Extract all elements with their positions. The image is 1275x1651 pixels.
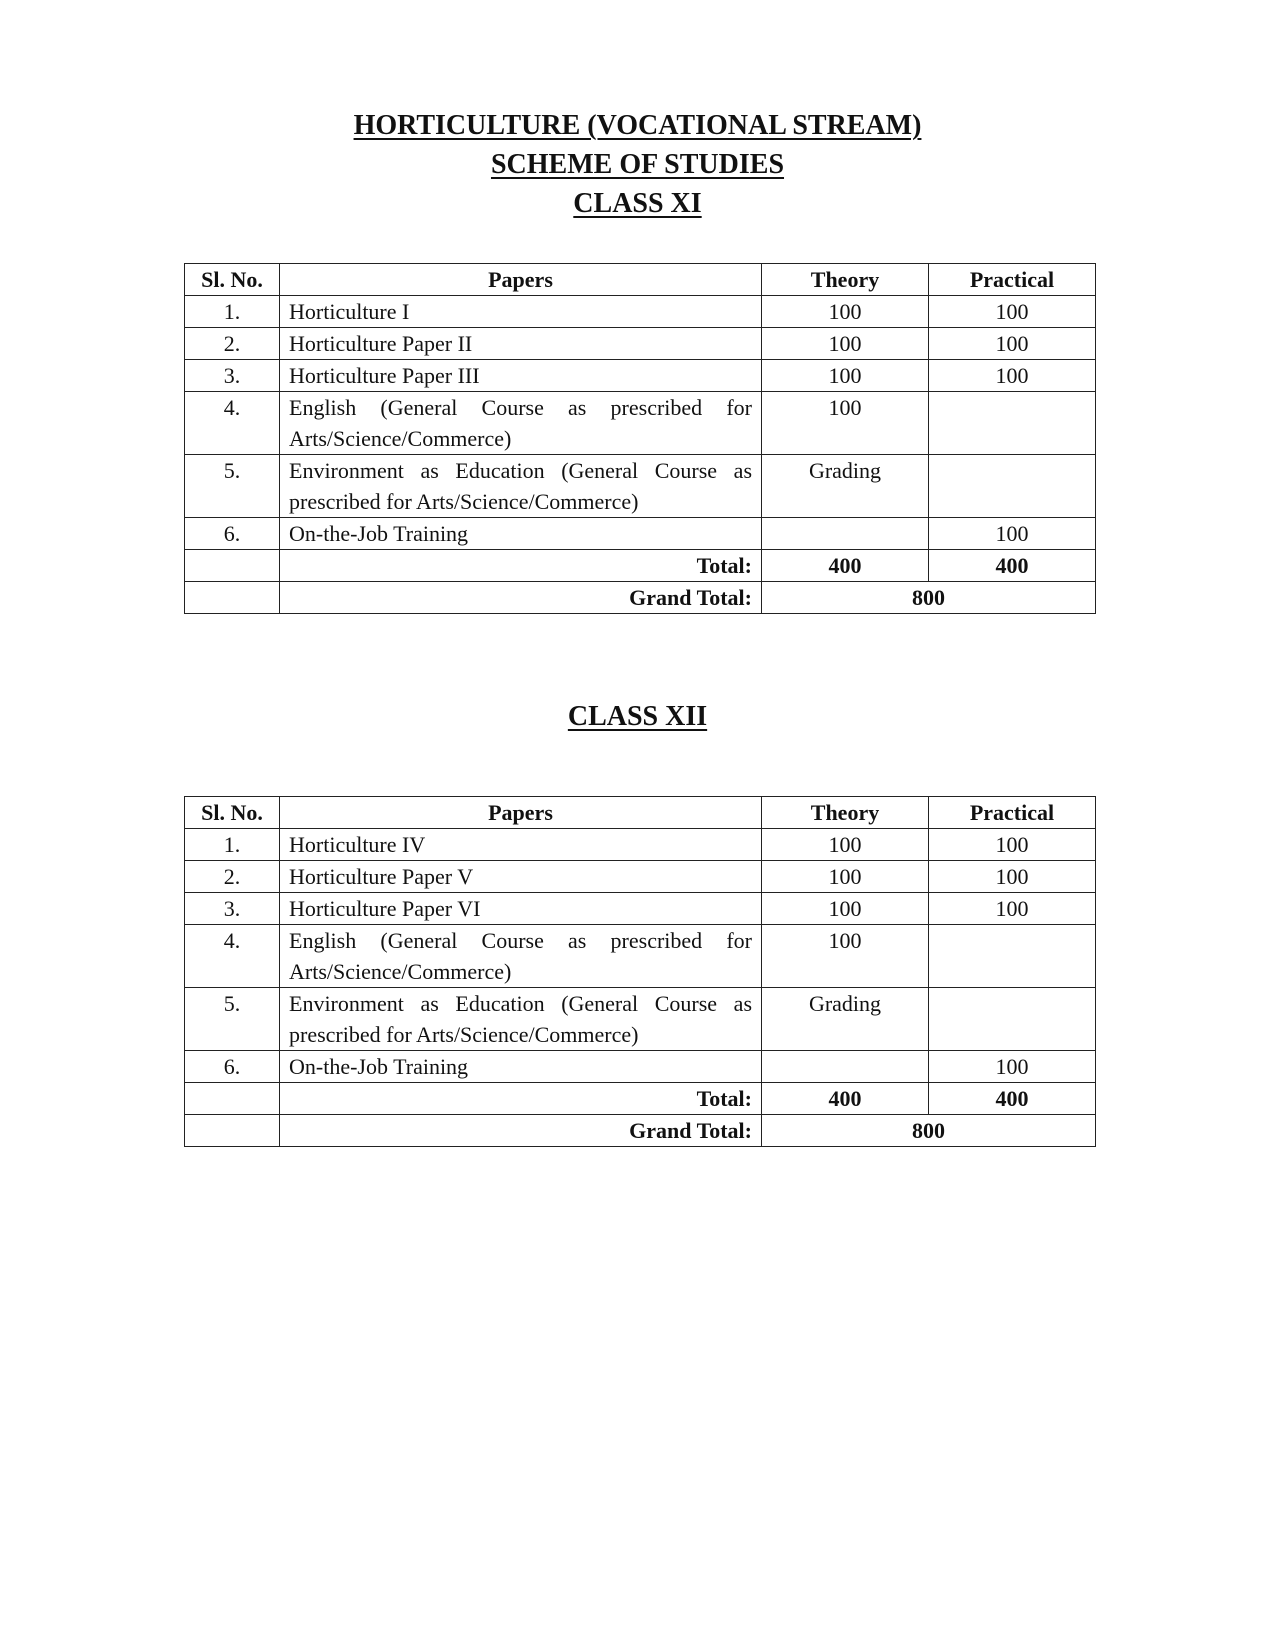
row-practical: 100 (929, 328, 1096, 360)
document-title: HORTICULTURE (VOCATIONAL STREAM) (353, 110, 922, 141)
table-row (185, 518, 1096, 550)
total-sl-empty (185, 1083, 280, 1115)
grand-total-row (185, 1115, 1096, 1147)
row-paper: On-the-Job Training (280, 518, 762, 550)
row-paper: English (General Course as prescribed for Arts/Science/Commerce) (280, 392, 762, 455)
grand-total-row (185, 582, 1096, 614)
row-sl: 4. (185, 925, 280, 988)
table-row (185, 455, 1096, 518)
grand-total-value: 800 (762, 582, 1096, 614)
row-theory: 100 (762, 392, 929, 455)
row-sl: 4. (185, 392, 280, 455)
row-practical: 100 (929, 296, 1096, 328)
row-paper: Horticulture Paper III (280, 360, 762, 392)
total-theory: 400 (762, 1083, 929, 1115)
table-row (185, 392, 1096, 455)
row-theory: 100 (762, 829, 929, 861)
row-practical: 100 (929, 1051, 1096, 1083)
grand-total-label: Grand Total: (280, 1115, 762, 1147)
table-row (185, 296, 1096, 328)
total-practical: 400 (929, 1083, 1096, 1115)
total-row (185, 550, 1096, 582)
row-sl: 6. (185, 1051, 280, 1083)
col-header-sl: Sl. No. (185, 264, 280, 296)
table-row (185, 328, 1096, 360)
row-theory (762, 1051, 929, 1083)
total-row (185, 1083, 1096, 1115)
row-theory: 100 (762, 360, 929, 392)
grand-total-label: Grand Total: (280, 582, 762, 614)
row-practical: 100 (929, 893, 1096, 925)
row-theory: 100 (762, 296, 929, 328)
row-practical: 100 (929, 360, 1096, 392)
row-paper: Horticulture I (280, 296, 762, 328)
class-xii-table (184, 796, 1096, 1147)
row-sl: 2. (185, 861, 280, 893)
row-paper: Horticulture Paper II (280, 328, 762, 360)
row-sl: 1. (185, 829, 280, 861)
document-subtitle: SCHEME OF STUDIES (490, 149, 785, 180)
row-theory: 100 (762, 925, 929, 988)
row-theory: 100 (762, 893, 929, 925)
row-sl: 3. (185, 360, 280, 392)
grand-total-sl-empty (185, 582, 280, 614)
row-practical: 100 (929, 861, 1096, 893)
table-header-row (185, 264, 1096, 296)
class-xi-heading: CLASS XI (573, 188, 702, 219)
grand-total-sl-empty (185, 1115, 280, 1147)
row-theory: Grading (762, 455, 929, 518)
table-row (185, 861, 1096, 893)
row-practical (929, 392, 1096, 455)
row-theory: 100 (762, 861, 929, 893)
grand-total-value: 800 (762, 1115, 1096, 1147)
table-row (185, 1051, 1096, 1083)
col-header-papers: Papers (280, 264, 762, 296)
table-row (185, 925, 1096, 988)
row-paper: English (General Course as prescribed for Arts/Science/Commerce) (280, 925, 762, 988)
row-sl: 1. (185, 296, 280, 328)
row-practical: 100 (929, 829, 1096, 861)
total-sl-empty (185, 550, 280, 582)
col-header-papers: Papers (280, 797, 762, 829)
row-paper: Horticulture Paper VI (280, 893, 762, 925)
row-paper: Horticulture Paper V (280, 861, 762, 893)
table-row (185, 988, 1096, 1051)
row-theory: 100 (762, 328, 929, 360)
col-header-theory: Theory (762, 264, 929, 296)
row-practical (929, 455, 1096, 518)
row-theory: Grading (762, 988, 929, 1051)
row-sl: 5. (185, 455, 280, 518)
col-header-practical: Practical (929, 264, 1096, 296)
col-header-practical: Practical (929, 797, 1096, 829)
table-row (185, 360, 1096, 392)
row-paper: Horticulture IV (280, 829, 762, 861)
row-paper: Environment as Education (General Course as prescribed for Arts/Science/Commerce) (280, 455, 762, 518)
table-row (185, 829, 1096, 861)
table-header-row (185, 797, 1096, 829)
table-row (185, 893, 1096, 925)
row-sl: 6. (185, 518, 280, 550)
total-label: Total: (280, 550, 762, 582)
class-xi-table (184, 263, 1096, 614)
row-sl: 2. (185, 328, 280, 360)
row-practical (929, 988, 1096, 1051)
row-sl: 3. (185, 893, 280, 925)
row-paper: Environment as Education (General Course as prescribed for Arts/Science/Commerce) (280, 988, 762, 1051)
col-header-theory: Theory (762, 797, 929, 829)
total-label: Total: (280, 1083, 762, 1115)
col-header-sl: Sl. No. (185, 797, 280, 829)
total-theory: 400 (762, 550, 929, 582)
row-practical: 100 (929, 518, 1096, 550)
total-practical: 400 (929, 550, 1096, 582)
page-heading (0, 106, 1275, 223)
class-xii-heading: CLASS XII (567, 701, 708, 732)
row-theory (762, 518, 929, 550)
row-paper: On-the-Job Training (280, 1051, 762, 1083)
row-practical (929, 925, 1096, 988)
row-sl: 5. (185, 988, 280, 1051)
